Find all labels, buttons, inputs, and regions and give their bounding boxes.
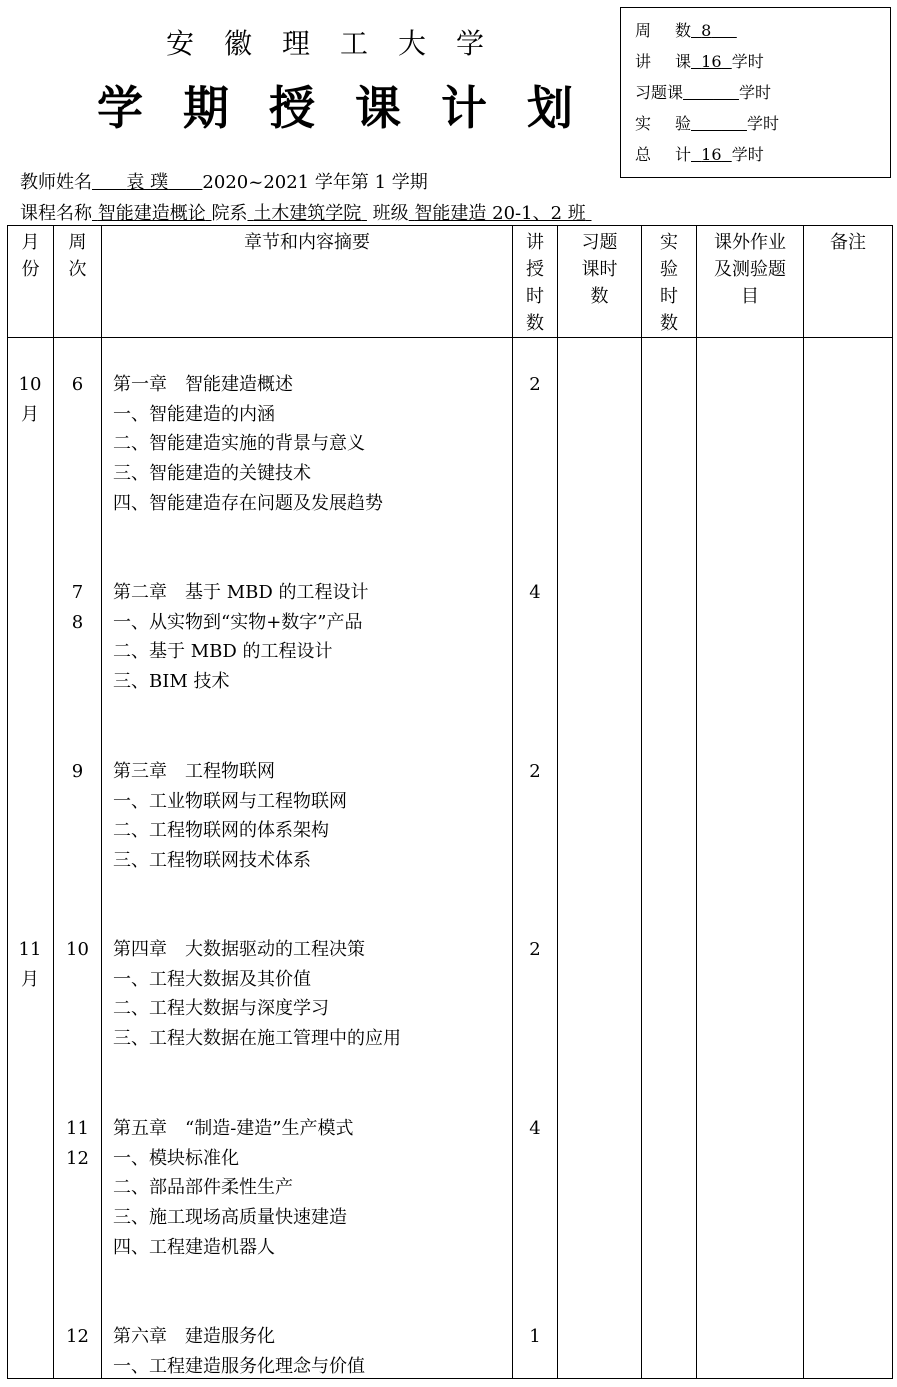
chapter-item: 四、工程建造机器人 bbox=[113, 1236, 275, 1258]
chapter-title: 第一章 智能建造概述 bbox=[113, 374, 293, 395]
chapter-item: 三、施工现场高质量快速建造 bbox=[113, 1207, 347, 1229]
chapter-block bbox=[102, 1322, 512, 1381]
week-cell: 6 bbox=[71, 374, 84, 395]
chapter-title: 第四章 大数据驱动的工程决策 bbox=[113, 939, 365, 960]
exercise-unit: 学时 bbox=[738, 83, 771, 102]
week-cell: 11 bbox=[66, 1118, 89, 1139]
teacher-info-line bbox=[20, 168, 428, 194]
chapter-block bbox=[102, 935, 512, 1054]
chapter-item: 一、工业物联网与工程物联网 bbox=[113, 790, 347, 812]
header-homework: 课外作业及测验题目 bbox=[697, 226, 804, 338]
header-content: 章节和内容摘要 bbox=[102, 226, 513, 338]
chapter-item: 一、智能建造的内涵 bbox=[113, 403, 275, 425]
dept-name: 土木建筑学院 bbox=[253, 203, 362, 224]
month-column bbox=[8, 338, 54, 1379]
chapter-block bbox=[102, 1114, 512, 1263]
exercise-label: 习题课 bbox=[635, 83, 684, 102]
week-cell: 9 bbox=[71, 761, 84, 782]
week-cell: 10 bbox=[66, 939, 89, 960]
chapter-item: 二、智能建造实施的背景与意义 bbox=[113, 433, 365, 455]
month-cell: 11月 bbox=[18, 939, 42, 990]
course-info-line bbox=[20, 199, 591, 225]
exercise-row bbox=[635, 81, 890, 112]
class-label: 班级 bbox=[372, 203, 409, 224]
chapter-block bbox=[102, 370, 512, 519]
total-row bbox=[635, 143, 890, 174]
chapter-item: 三、BIM 技术 bbox=[113, 671, 230, 693]
header-week: 周次 bbox=[54, 226, 102, 338]
teacher-name: 袁 璞 bbox=[126, 172, 169, 193]
lecture-label: 讲课 bbox=[635, 52, 691, 71]
lecture-value: 16 bbox=[701, 52, 722, 71]
chapter-item: 二、部品部件柔性生产 bbox=[113, 1177, 293, 1199]
chapter-item: 二、基于 MBD 的工程设计 bbox=[113, 641, 333, 663]
chapter-item: 一、工程建造服务化理念与价值 bbox=[113, 1355, 365, 1377]
chapter-item: 二、工程大数据与深度学习 bbox=[113, 998, 329, 1020]
total-value: 16 bbox=[701, 145, 722, 164]
table-body-row bbox=[8, 338, 893, 1379]
lecture-row bbox=[635, 50, 890, 81]
chapter-item: 一、模块标准化 bbox=[113, 1147, 239, 1169]
chapter-item: 一、工程大数据及其价值 bbox=[113, 968, 311, 990]
chapter-title: 第五章 “制造-建造”生产模式 bbox=[113, 1118, 354, 1139]
course-name: 智能建造概论 bbox=[97, 203, 206, 224]
total-label: 总计 bbox=[635, 145, 691, 164]
header-remarks: 备注 bbox=[804, 226, 893, 338]
month-cell: 10月 bbox=[18, 374, 42, 425]
teaching-plan-table bbox=[7, 225, 893, 1379]
week-cell: 12 bbox=[66, 1326, 89, 1347]
week-cell: 7 bbox=[71, 582, 84, 603]
header-lab-hours: 实验时数 bbox=[642, 226, 697, 338]
exercise-value bbox=[683, 83, 739, 102]
weeks-row bbox=[635, 19, 890, 50]
chapter-item: 一、从实物到“实物+数字”产品 bbox=[113, 611, 363, 633]
week-cell: 8 bbox=[71, 612, 84, 633]
chapter-item: 二、工程物联网的体系架构 bbox=[113, 820, 329, 842]
chapter-block bbox=[102, 757, 512, 876]
homework-column bbox=[697, 338, 804, 1379]
course-label: 课程名称 bbox=[20, 203, 92, 224]
experiment-value bbox=[691, 114, 747, 133]
chapter-item: 三、工程大数据在施工管理中的应用 bbox=[113, 1028, 401, 1050]
total-unit: 学时 bbox=[731, 145, 764, 164]
class-name: 智能建造 20-1、2 班 bbox=[414, 203, 586, 224]
content-column bbox=[102, 338, 513, 1379]
chapter-item: 四、智能建造存在问题及发展趋势 bbox=[113, 492, 383, 514]
dept-label: 院系 bbox=[211, 203, 248, 224]
chapter-item: 三、工程物联网技术体系 bbox=[113, 850, 311, 872]
document-title: 学期授课计划 bbox=[97, 81, 613, 135]
university-name: 安徽理工大学 bbox=[165, 27, 514, 60]
chapter-title: 第三章 工程物联网 bbox=[113, 761, 275, 782]
lecture-hours-cell: 4 bbox=[529, 582, 541, 603]
lecture-hours-cell: 1 bbox=[529, 1326, 541, 1347]
experiment-row bbox=[635, 112, 890, 143]
lecture-hours-cell: 2 bbox=[529, 939, 541, 960]
exercise-hours-column bbox=[558, 338, 642, 1379]
header-month: 月份 bbox=[8, 226, 54, 338]
week-cell: 12 bbox=[66, 1148, 89, 1169]
lecture-hours-cell: 2 bbox=[529, 374, 541, 395]
teacher-label: 教师姓名 bbox=[20, 172, 92, 193]
weeks-value: 8 bbox=[701, 21, 712, 40]
weeks-label: 周数 bbox=[635, 21, 691, 40]
hours-summary-box bbox=[620, 7, 891, 178]
term-text: 2020~2021 学年第 1 学期 bbox=[202, 172, 428, 193]
lecture-hours-cell: 4 bbox=[529, 1118, 541, 1139]
chapter-title: 第二章 基于 MBD 的工程设计 bbox=[113, 582, 369, 603]
chapter-block bbox=[102, 578, 512, 697]
header-lecture-hours: 讲授时数 bbox=[513, 226, 558, 338]
lecture-hours-column bbox=[513, 338, 558, 1379]
table-header-row bbox=[8, 226, 893, 338]
experiment-unit: 学时 bbox=[746, 114, 779, 133]
lab-hours-column bbox=[642, 338, 697, 1379]
header-exercise-hours: 习题课时数 bbox=[558, 226, 642, 338]
chapter-item: 三、智能建造的关键技术 bbox=[113, 463, 311, 485]
remarks-column bbox=[804, 338, 893, 1379]
week-column bbox=[54, 338, 102, 1379]
experiment-label: 实验 bbox=[635, 114, 691, 133]
chapter-title: 第六章 建造服务化 bbox=[113, 1326, 275, 1347]
lecture-unit: 学时 bbox=[731, 52, 764, 71]
lecture-hours-cell: 2 bbox=[529, 761, 541, 782]
